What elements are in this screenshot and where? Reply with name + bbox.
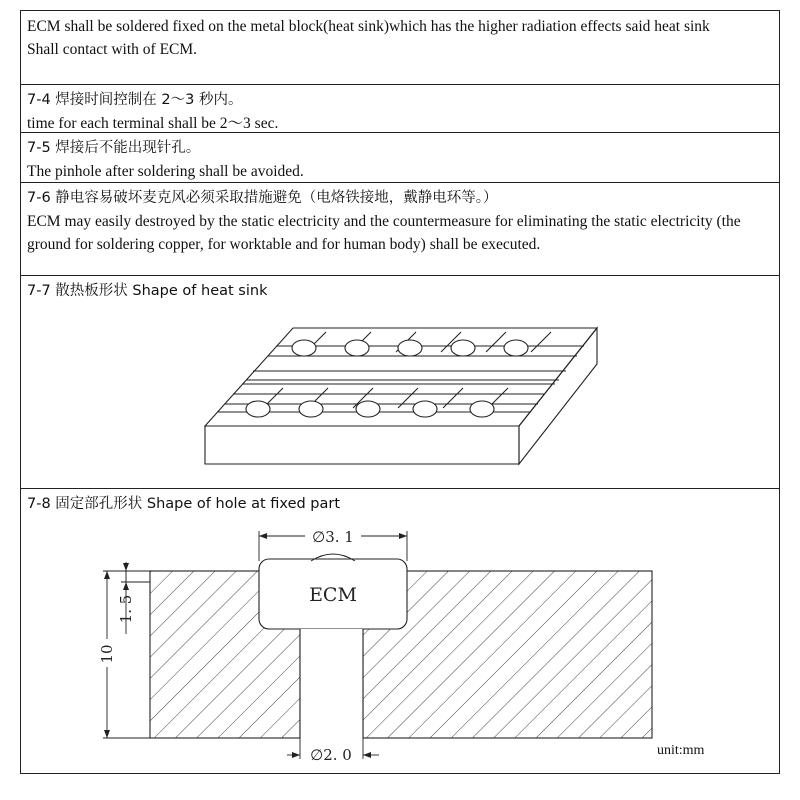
dim-top-label: ∅3. 1 (312, 528, 354, 546)
dim-left-outer-label: 10 (98, 644, 116, 664)
section-7-4-cn: 7-4 焊接时间控制在 2～3 秒内。 (27, 92, 243, 108)
heat-sink-drawing (21, 276, 779, 489)
section-7-4 (21, 85, 779, 133)
section-7-7-title: 7-7 散热板形状 Shape of heat sink (27, 283, 268, 299)
section-7-7 (21, 276, 779, 489)
section-7-6-en: ECM may easily destroyed by the static electricity and the countermeasure for eliminating the static electricity (the ground for soldering copper, for worktable and for human body) shall be executed. (27, 213, 741, 253)
dim-left-inner-label: 1. 5 (117, 594, 135, 624)
fixed-hole-drawing (21, 489, 779, 773)
spec-sheet (20, 10, 780, 774)
section-7-8-title: 7-8 固定部孔形状 Shape of hole at fixed part (27, 496, 341, 512)
unit-label: unit:mm (657, 743, 705, 758)
section-7-5 (21, 133, 779, 183)
section-7-8 (21, 489, 779, 773)
ecm-mount-text-2: Shall contact with of ECM. (27, 41, 198, 58)
section-7-5-en: The pinhole after soldering shall be avoided. (27, 163, 304, 180)
ecm-mount-text: ECM shall be soldered fixed on the metal block(heat sink)which has the higher radiation effects said heat sink (27, 18, 710, 35)
section-7-4-en: time for each terminal shall be 2～3 sec. (27, 115, 279, 132)
section-7-6-cn: 7-6 静电容易破坏麦克风必须采取措施避免（电烙铁接地，戴静电环等。） (27, 190, 498, 206)
section-7-5-cn: 7-5 焊接后不能出现针孔。 (27, 140, 201, 156)
ecm-label: ECM (309, 584, 357, 606)
section-7-6 (21, 183, 779, 276)
dim-bottom-label: ∅2. 0 (310, 746, 352, 764)
section-ecm-mounting (21, 11, 779, 85)
